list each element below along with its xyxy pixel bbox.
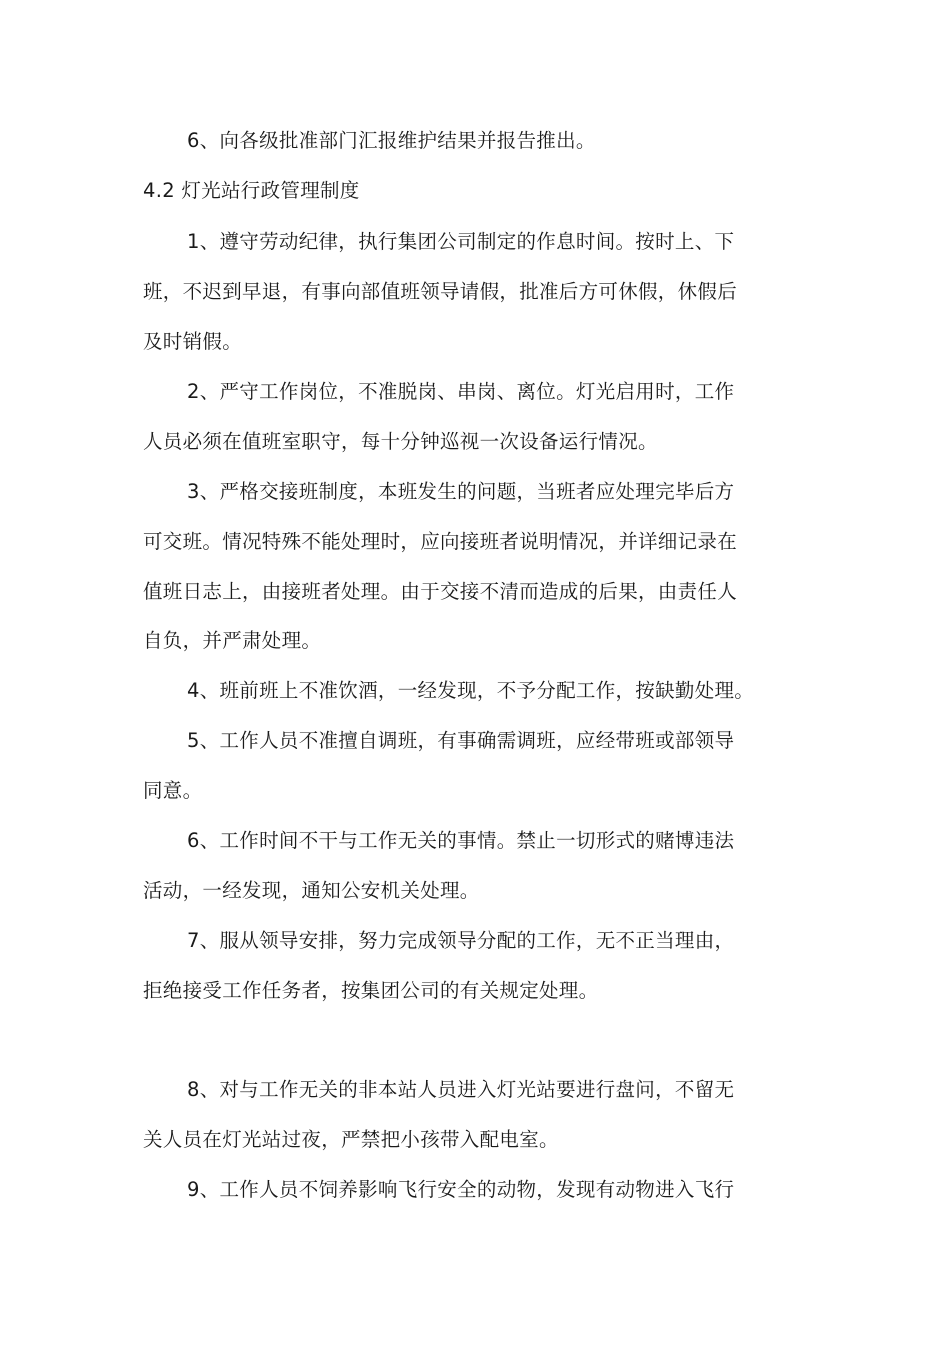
text-line: 7、服从领导安排，努力完成领导分配的工作，无不正当理由， [187,929,735,952]
text-line: 3、严格交接班制度，本班发生的问题，当班者应处理完毕后方 [187,480,735,503]
text-line: 活动，一经发现，通知公安机关处理。 [143,879,480,902]
text-line: 可交班。情况特殊不能处理时，应向接班者说明情况，并详细记录在 [143,530,738,553]
text-line: 值班日志上，由接班者处理。由于交接不清而造成的后果，由责任人 [143,580,738,603]
text-line: 6、向各级批准部门汇报维护结果并报告推出。 [187,129,596,152]
text-line: 及时销假。 [143,330,243,353]
text-line: 8、对与工作无关的非本站人员进入灯光站要进行盘问，不留无 [187,1078,735,1101]
text-line: 同意。 [143,779,203,802]
text-line: 1、遵守劳动纪律，执行集团公司制定的作息时间。按时上、下 [187,230,735,253]
text-line: 班，不迟到早退，有事向部值班领导请假，批准后方可休假，休假后 [143,280,738,303]
section-heading: 4.2 灯光站行政管理制度 [143,179,360,202]
text-line: 关人员在灯光站过夜，严禁把小孩带入配电室。 [143,1128,559,1151]
text-line: 人员必须在值班室职守，每十分钟巡视一次设备运行情况。 [143,430,658,453]
text-line: 自负，并严肃处理。 [143,629,322,652]
text-line: 6、工作时间不干与工作无关的事情。禁止一切形式的赌博违法 [187,829,735,852]
text-line: 9、工作人员不饲养影响飞行安全的动物，发现有动物进入飞行 [187,1178,735,1201]
text-line: 2、严守工作岗位，不准脱岗、串岗、离位。灯光启用时，工作 [187,380,735,403]
text-line: 拒绝接受工作任务者，按集团公司的有关规定处理。 [143,979,599,1002]
text-line: 4、班前班上不准饮酒，一经发现，不予分配工作，按缺勤处理。 [187,679,755,702]
text-line: 5、工作人员不准擅自调班，有事确需调班，应经带班或部领导 [187,729,735,752]
